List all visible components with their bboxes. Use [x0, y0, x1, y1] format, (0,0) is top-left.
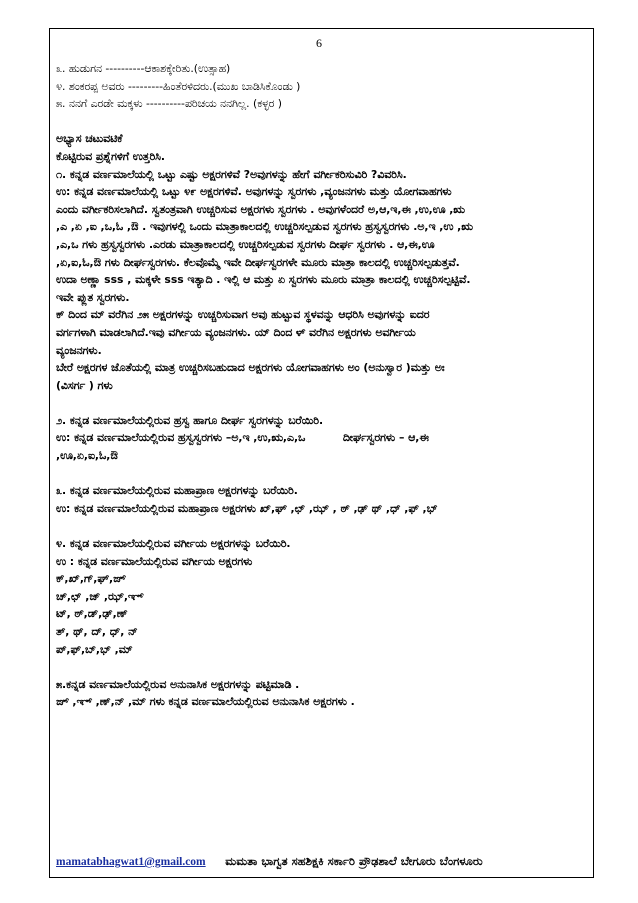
answer-1-line: ಕ್ ದಿಂದ ಮ್ ವರೆಗಿನ ೨೫ ಅಕ್ಷರಗಳನ್ನು ಉಚ್ಚರಿಸುವಾಗ ಅವು ಹುಟ್ಟುವ ಸ್ಥಳವನ್ನು ಆಧರಿಸಿ ಅವುಗಳನ್ನು ಐದರ — [56, 308, 430, 322]
answer-1-line: ಬೇರೆ ಅಕ್ಷರಗಳ ಜೊತೆಯಲ್ಲಿ ಮಾತ್ರ ಉಚ್ಚರಿಸಬಹುದಾದ ಅಕ್ಷರಗಳು ಯೋಗವಾಹಗಳು ಅಂ (ಅನುಸ್ವಾರ )ಮತ್ತು ಅಃ — [56, 361, 445, 375]
question-2: ೨. ಕನ್ನಡ ವರ್ಣಮಾಲೆಯಲ್ಲಿರುವ ಹ್ರಸ್ವ ಹಾಗೂ ದೀರ್ಘ ಸ್ವರಗಳನ್ನು ಬರೆಯಿರಿ. — [56, 413, 324, 427]
exercise-line-5: ೫. ನನಗೆ ಎರಡೇ ಮಕ್ಕಳು ----------ಪರಿಚಯ ನನಗಿಲ್ಲ. (ಕಳ್ಳರ ) — [56, 97, 282, 111]
question-3: ೩. ಕನ್ನಡ ವರ್ಣಮಾಲೆಯಲ್ಲಿರುವ ಮಹಾಪ್ರಾಣ ಅಕ್ಷರಗಳನ್ನು ಬರೆಯಿರಿ. — [56, 484, 298, 498]
question-4: ೪. ಕನ್ನಡ ವರ್ಣಮಾಲೆಯಲ್ಲಿರುವ ವರ್ಗೀಯ ಅಕ್ಷರಗಳನ್ನು ಬರೆಯಿರಿ. — [56, 537, 291, 551]
answer-1-line: ,ಏ,ಐ,ಓ,ಔ ಗಳು ದೀರ್ಘಸ್ವರಗಳು. ಕೆಲವೊಮ್ಮೆ ಇವೇ ದೀರ್ಘಸ್ವರಗಳೇ ಮೂರು ಮಾತ್ರಾ ಕಾಲದಲ್ಲಿ ಉಚ್ಚರಿಸಲ್ಪಡುತ್ತವೆ. — [56, 255, 460, 269]
author-affiliation: ಮಮತಾ ಭಾಗ್ವತ ಸಹಶಿಕ್ಷಕಿ ಸರ್ಕಾರಿ ಪ್ರೌಢಶಾಲೆ ಬೇಗೂರು ಬೆಂಗಳೂರು — [225, 854, 483, 868]
page-number: 6 — [316, 36, 322, 50]
answer-1-line: ಎಂದು ವರ್ಗೀಕರಿಸಲಾಗಿದೆ. ಸ್ವತಂತ್ರವಾಗಿ ಉಚ್ಚರಿಸುವ ಅಕ್ಷರಗಳು ಸ್ವರಗಳು . ಅವುಗಳೆಂದರೆ ಅ,ಆ,ಇ,ಈ ,ಉ,ಊ ,ಋ — [56, 202, 465, 216]
consonant-group-ka: ಕ್,ಖ್,ಗ್,ಘ್,ಙ್ — [56, 572, 126, 586]
answer-1-line: ಉದಾ ಅಣ್ಣಾ sss , ಮಕ್ಕಳೇ sss ಇತ್ಯಾದಿ . ಇಲ್ಲಿ ಆ ಮತ್ತು ಏ ಸ್ವರಗಳು ಮೂರು ಮಾತ್ರಾ ಕಾಲದಲ್ಲಿ ಉಚ್ಚರಿಸಲ್ಪಟ್ಟಿವೆ. — [56, 273, 471, 287]
consonant-group-ta-retroflex: ಟ್, ಠ್,ಡ್,ಢ್,ಣ್ — [56, 607, 128, 621]
answer-1-line: ,ಎ ,ಏ ,ಐ ,ಒ,ಓ ,ಔ . ಇವುಗಳಲ್ಲಿ ಒಂದು ಮಾತ್ರಾಕಾಲದಲ್ಲಿ ಉಚ್ಚರಿಸಲ್ಪಡುವ ಸ್ವರಗಳು ಹ್ರಸ್ವಸ್ವರಗಳು .ಅ,ಇ ,ಉ ,ಋ — [56, 220, 473, 234]
consonant-group-cha: ಚ್,ಛ್ ,ಜ್ ,ಝ್,ಞ್ — [56, 589, 144, 603]
section-instruction: ಕೊಟ್ಟಿರುವ ಪ್ರಶ್ನೆಗಳಿಗೆ ಉತ್ತರಿಸಿ. — [56, 149, 165, 163]
section-heading: ಅಭ್ಯಾಸ ಚಟುವಟಿಕೆ — [56, 132, 123, 146]
question-5: ೫.ಕನ್ನಡ ವರ್ಣಮಾಲೆಯಲ್ಲಿರುವ ಅನುನಾಸಿಕ ಅಕ್ಷರಗಳನ್ನು ಪಟ್ಟಿಮಾಡಿ . — [56, 677, 300, 691]
answer-1-line: ವರ್ಗಗಳಾಗಿ ಮಾಡಲಾಗಿದೆ.ಇವು ವರ್ಗೀಯ ವ್ಯಂಜನಗಳು. ಯ್ ದಿಂದ ಳ್ ವರೆಗಿನ ಅಕ್ಷರಗಳು ಅವರ್ಗೀಯ — [56, 325, 416, 339]
exercise-line-3: ೩. ಹುಡುಗನ ----------ಆಕಾಶಕ್ಕೇರಿತು.(ಉತ್ಸಾಹ) — [56, 62, 231, 75]
answer-1-line: (ವಿಸರ್ಗ ) ಗಳು — [56, 378, 113, 392]
consonant-group-ta-dental: ತ್, ಥ್, ದ್, ಧ್, ನ್ — [56, 625, 138, 638]
answer-1-line: ,ಎ,ಒ ಗಳು ಹ್ರಸ್ವಸ್ವರಗಳು .ಎರಡು ಮಾತ್ರಾಕಾಲದಲ್ಲಿ ಉಚ್ಚರಿಸಲ್ಪಡುವ ಸ್ವರಗಳು ದೀರ್ಘ ಸ್ವರಗಳು . ಆ,ಈ,ಊ — [56, 237, 435, 251]
document-body — [56, 60, 588, 711]
answer-1-line: ಉ: ಕನ್ನಡ ವರ್ಣಮಾಲೆಯಲ್ಲಿ ಒಟ್ಟು ೪೯ ಅಕ್ಷರಗಳಿವೆ. ಅವುಗಳನ್ನು ಸ್ವರಗಳು ,ವ್ಯಂಜನಗಳು ಮತ್ತು ಯೋಗವಾಹಗಳು — [56, 185, 452, 199]
answer-3-line: ಉ: ಕನ್ನಡ ವರ್ಣಮಾಲೆಯಲ್ಲಿರುವ ಮಹಾಪ್ರಾಣ ಅಕ್ಷರಗಳು ಖ್,ಘ್ ,ಛ್ ,ಝ್ , ಠ್ ,ಢ್ ಥ್ ,ಧ್ ,ಫ್ ,ಭ್ — [56, 501, 438, 515]
answer-1-line: ಇವೇ ಪ್ಲುತ ಸ್ವರಗಳು. — [56, 290, 130, 304]
question-1: ೧. ಕನ್ನಡ ವರ್ಣಮಾಲೆಯಲ್ಲಿ ಒಟ್ಟು ಎಷ್ಟು ಅಕ್ಷರಗಳಿವೆ ?ಅವುಗಳನ್ನು ಹೇಗೆ ವರ್ಗೀಕರಿಸುವಿರಿ ?ವಿವರಿಸಿ. — [56, 167, 407, 181]
exercise-line-4: ೪. ಶಂಕರಪ್ಪ ಅವರು ---------ಹಿಂತೆರಳಿದರು.(ಮುಖ ಬಾಡಿಸಿಕೊಂಡು ) — [56, 79, 301, 93]
page-footer — [56, 854, 588, 869]
answer-2-line: ಉ: ಕನ್ನಡ ವರ್ಣಮಾಲೆಯಲ್ಲಿರುವ ಹ್ರಸ್ವಸ್ವರಗಳು –ಅ,ಇ ,ಉ,ಋ,ಎ,ಒ ದೀರ್ಘಸ್ವರಗಳು – ಆ,ಈ — [56, 431, 429, 445]
consonant-group-pa: ಪ್,ಫ್,ಬ್,ಭ್ ,ಮ್ — [56, 642, 133, 656]
answer-5-line: ಙ್ ,ಞ್ ,ಣ್,ನ್ ,ಮ್ ಗಳು ಕನ್ನಡ ವರ್ಣಮಾಲೆಯಲ್ಲಿರುವ ಅನುನಾಸಿಕ ಅಕ್ಷರಗಳು . — [56, 695, 355, 709]
author-email-link[interactable]: mamatabhagwat1@gmail.com — [56, 856, 206, 868]
answer-1-line: ವ್ಯಂಜನಗಳು. — [56, 343, 102, 357]
answer-4-line: ಉ : ಕನ್ನಡ ವರ್ಣಮಾಲೆಯಲ್ಲಿರುವ ವರ್ಗೀಯ ಅಕ್ಷರಗಳು — [56, 554, 253, 568]
answer-2-line: ,ಊ,ಏ,ಐ,ಓ,ಔ — [56, 449, 118, 463]
